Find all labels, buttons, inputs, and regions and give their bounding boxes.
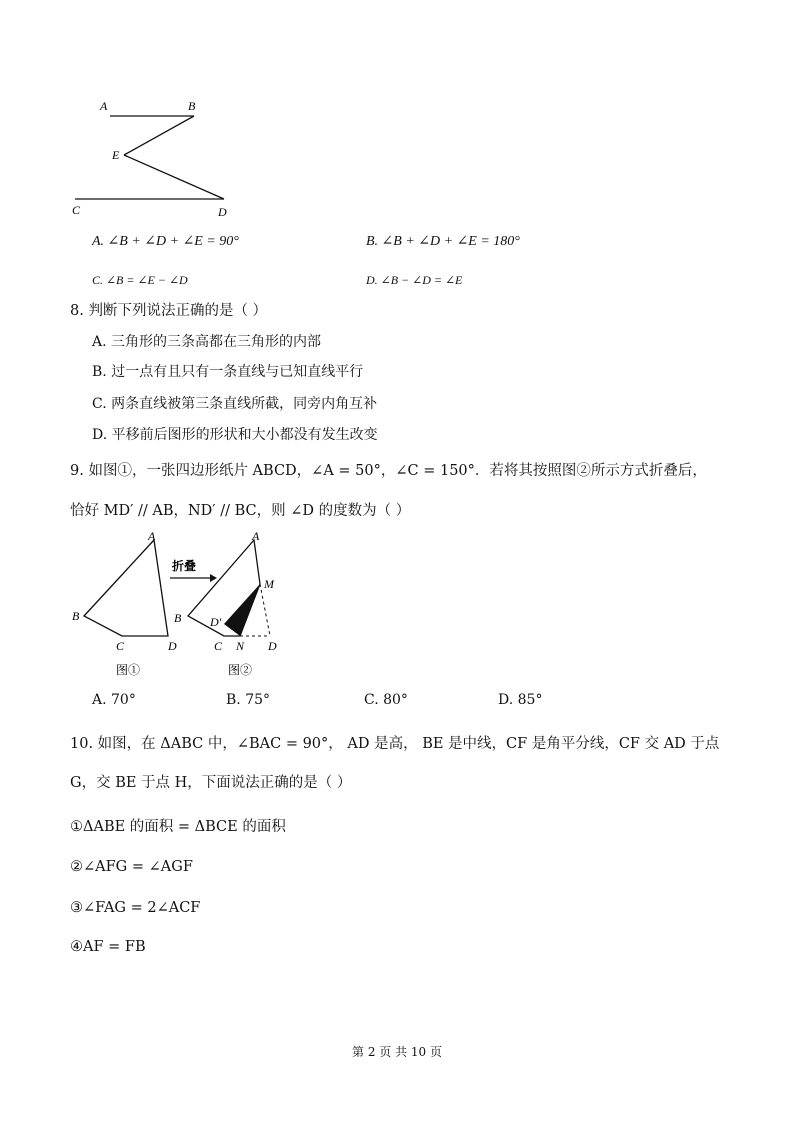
q8-option-d: D. 平移前后图形的形状和大小都没有发生改变 (92, 427, 378, 443)
q8-stem: 8. 判断下列说法正确的是（ ） (70, 303, 268, 319)
fold-label: 折叠 (172, 559, 197, 573)
q10-item-2: ②∠AFG = ∠AGF (70, 859, 193, 875)
q8-option-b: B. 过一点有且只有一条直线与已知直线平行 (92, 364, 364, 380)
fig1-label-A: A (148, 529, 156, 543)
label-D: D (218, 205, 227, 219)
fig2-label-D: D (268, 639, 277, 653)
q7-option-a: A. ∠B + ∠D + ∠E = 90° (92, 234, 239, 249)
label-B: B (188, 99, 196, 113)
fig2-label-Dprime: D′ (210, 615, 222, 629)
fig2-dashed-MD (260, 584, 270, 636)
figure-q9 (66, 528, 296, 688)
q9-option-b: B. 75° (226, 692, 271, 708)
q10-stem-line1: 10. 如图，在 ΔABC 中，∠BAC = 90°， AD 是高， BE 是中线，CF 是角平分线，CF 交 AD 于点 (70, 736, 720, 752)
q7-option-c: C. ∠B = ∠E − ∠D (92, 273, 188, 287)
q8-option-c: C. 两条直线被第三条直线所截，同旁内角互补 (92, 396, 378, 412)
line-BE (124, 116, 194, 155)
fig2-folded-triangle (224, 584, 260, 636)
fig1-quadrilateral (84, 540, 168, 636)
fig2-label-M: M (264, 577, 274, 591)
fig1-label-D: D (168, 639, 177, 653)
q10-stem-line2: G，交 BE 于点 H，下面说法正确的是（ ） (70, 775, 352, 791)
q9-option-d: D. 85° (498, 692, 543, 708)
label-E: E (112, 148, 120, 162)
page-footer: 第 2 页 共 10 页 (352, 1045, 442, 1059)
q8-option-a: A. 三角形的三条高都在三角形的内部 (92, 334, 322, 350)
q7-option-d: D. ∠B − ∠D = ∠E (366, 273, 463, 287)
fig1-caption: 图① (116, 663, 141, 677)
fold-arrow-head (210, 574, 217, 582)
figure-q7 (60, 92, 260, 222)
fig2-caption: 图② (228, 663, 253, 677)
q10-item-1: ①ΔABE 的面积 = ΔBCE 的面积 (70, 819, 286, 835)
fig2-label-B: B (174, 611, 182, 625)
q9-option-c: C. 80° (364, 692, 408, 708)
fig2-label-A: A (252, 529, 260, 543)
q9-option-a: A. 70° (92, 692, 136, 708)
label-C: C (72, 203, 81, 217)
line-ED (124, 155, 224, 199)
label-A: A (100, 99, 108, 113)
q9-stem-line2: 恰好 MD′ // AB，ND′ // BC，则 ∠D 的度数为（ ） (70, 503, 411, 519)
q10-item-3: ③∠FAG = 2∠ACF (70, 900, 201, 916)
q7-option-b: B. ∠B + ∠D + ∠E = 180° (366, 234, 520, 249)
fig2-label-N: N (236, 639, 245, 653)
q9-stem-line1: 9. 如图①，一张四边形纸片 ABCD，∠A = 50°，∠C = 150°．若将其按照图②所示方式折叠后， (70, 463, 707, 479)
fig2-outline (188, 540, 260, 636)
fig2-label-C: C (214, 639, 223, 653)
q10-item-4: ④AF = FB (70, 939, 146, 955)
fig1-label-B: B (72, 609, 80, 623)
fig1-label-C: C (116, 639, 125, 653)
